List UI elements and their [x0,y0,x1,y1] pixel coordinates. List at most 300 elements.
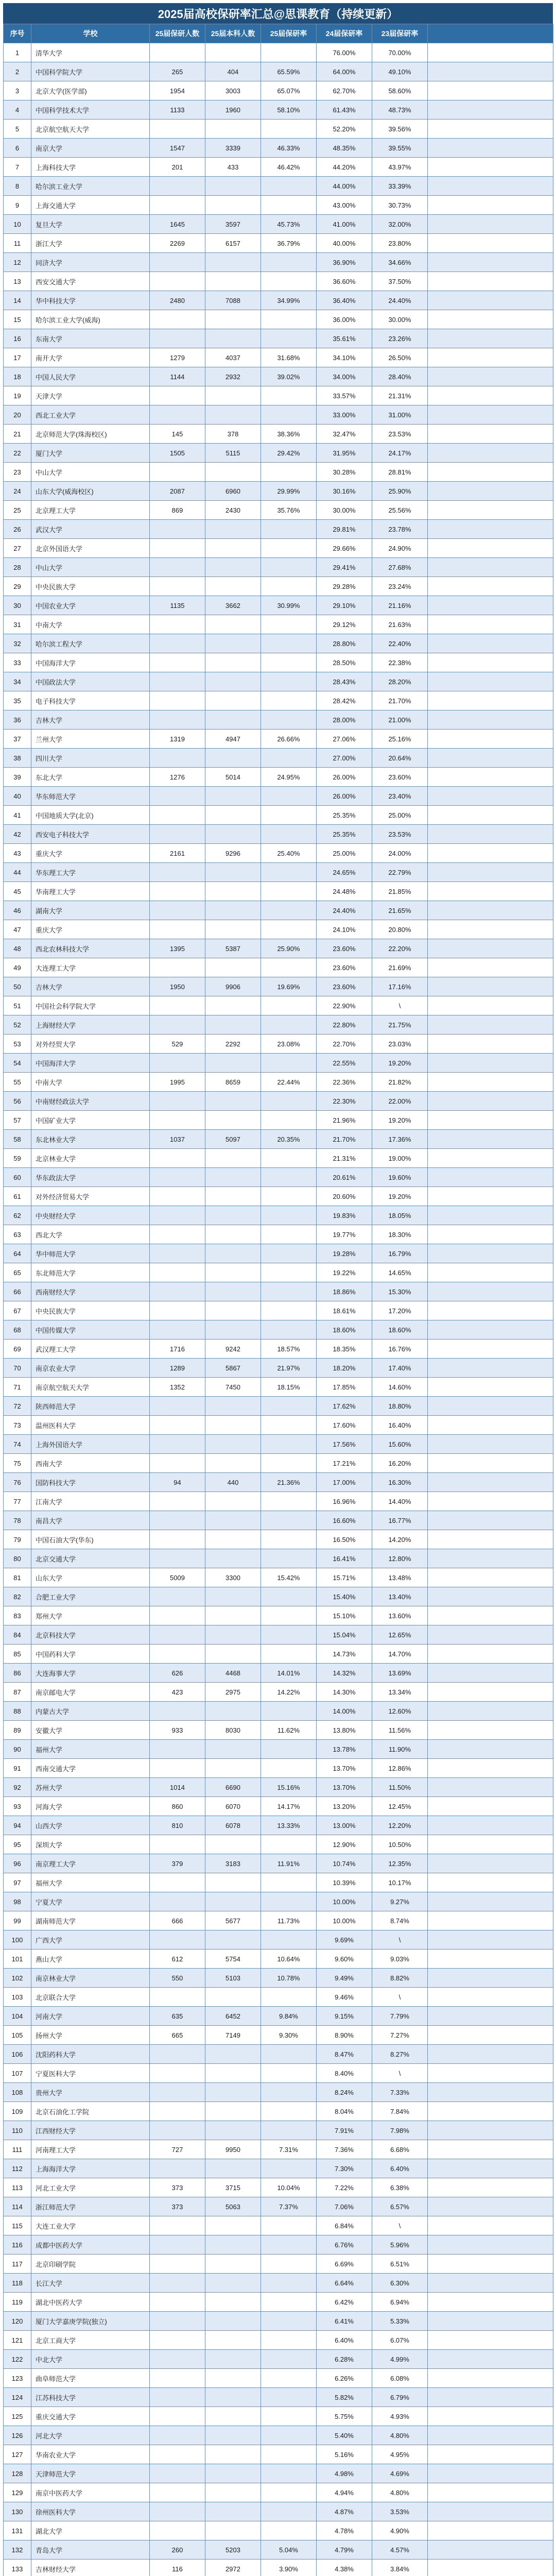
table-row [4,272,553,291]
cell-25-rate [261,1606,317,1625]
cell-rank: 47 [4,920,31,939]
cell-25-undergrad-count [205,1244,261,1263]
cell-23-rate: 18.80% [372,1397,428,1416]
cell-school: 内蒙古大学 [31,1702,150,1721]
cell-school: 大连工业大学 [31,2216,150,2235]
cell-24-rate: 13.20% [317,1797,372,1816]
cell-25-baoyan-count [150,2426,205,2445]
cell-23-rate: 7.33% [372,2083,428,2102]
cell-spare [428,2083,553,2102]
cell-24-rate: 17.60% [317,1416,372,1435]
cell-25-baoyan-count [150,1168,205,1187]
table-row [4,2521,553,2540]
cell-rank: 133 [4,2560,31,2576]
cell-spare [428,2407,553,2426]
cell-25-rate [261,2369,317,2388]
cell-25-rate [261,2312,317,2331]
table-row [4,158,553,177]
cell-25-rate [261,1892,317,1911]
cell-24-rate: 29.28% [317,577,372,596]
table-row [4,405,553,425]
cell-rank: 125 [4,2407,31,2426]
cell-spare [428,1187,553,1206]
cell-23-rate: 21.31% [372,386,428,405]
cell-25-undergrad-count [205,329,261,348]
cell-spare [428,958,553,977]
cell-25-baoyan-count: 1276 [150,768,205,787]
cell-rank: 96 [4,1854,31,1873]
cell-25-undergrad-count [205,120,261,139]
cell-25-baoyan-count [150,2121,205,2140]
cell-25-undergrad-count [205,920,261,939]
table-row [4,1168,553,1187]
cell-25-undergrad-count: 6157 [205,234,261,253]
cell-23-rate: 24.90% [372,539,428,558]
cell-25-baoyan-count [150,958,205,977]
cell-24-rate: 28.42% [317,691,372,710]
cell-24-rate: 30.00% [317,501,372,520]
cell-23-rate: 7.27% [372,2026,428,2045]
cell-25-rate [261,691,317,710]
table-row [4,1702,553,1721]
cell-23-rate: 6.30% [372,2274,428,2293]
cell-25-baoyan-count: 727 [150,2140,205,2159]
cell-spare [428,1625,553,1645]
cell-spare [428,1969,553,1988]
cell-25-rate [261,2521,317,2540]
cell-25-rate [261,272,317,291]
cell-25-baoyan-count [150,691,205,710]
cell-school: 浙江师范大学 [31,2197,150,2216]
cell-24-rate: 16.41% [317,1549,372,1568]
cell-25-baoyan-count: 869 [150,501,205,520]
cell-25-baoyan-count [150,920,205,939]
cell-25-undergrad-count: 2975 [205,1683,261,1702]
cell-25-rate: 14.22% [261,1683,317,1702]
cell-school: 福州大学 [31,1740,150,1759]
cell-school: 河海大学 [31,1797,150,1816]
table-row [4,2083,553,2102]
cell-school: 山东大学(威海校区) [31,482,150,501]
cell-24-rate: 28.00% [317,710,372,730]
cell-25-rate: 58.10% [261,100,317,120]
table-row [4,1282,553,1301]
cell-25-rate [261,1454,317,1473]
cell-25-rate: 31.68% [261,348,317,367]
cell-25-rate: 46.33% [261,139,317,158]
cell-25-baoyan-count [150,1244,205,1263]
cell-rank: 49 [4,958,31,977]
cell-25-baoyan-count [150,882,205,901]
cell-23-rate: 39.56% [372,120,428,139]
cell-25-undergrad-count: 6690 [205,1778,261,1797]
cell-25-rate [261,2216,317,2235]
cell-rank: 123 [4,2369,31,2388]
cell-25-rate [261,1930,317,1950]
table-row [4,1645,553,1664]
cell-25-undergrad-count [205,1702,261,1721]
cell-25-undergrad-count [205,1168,261,1187]
cell-spare [428,2521,553,2540]
cell-spare [428,1988,553,2007]
cell-spare [428,2140,553,2159]
cell-school: 西安电子科技大学 [31,825,150,844]
cell-rank: 30 [4,596,31,615]
cell-24-rate: 44.20% [317,158,372,177]
table-row [4,844,553,863]
cell-25-baoyan-count: 260 [150,2540,205,2560]
cell-23-rate: 14.60% [372,1378,428,1397]
cell-spare [428,1149,553,1168]
cell-25-baoyan-count [150,2369,205,2388]
cell-23-rate: 30.00% [372,310,428,329]
cell-25-undergrad-count [205,2312,261,2331]
cell-school: 河南大学 [31,2007,150,2026]
cell-25-undergrad-count [205,863,261,882]
table-row [4,1301,553,1320]
cell-25-baoyan-count [150,1282,205,1301]
cell-25-rate [261,1092,317,1111]
cell-rank: 90 [4,1740,31,1759]
cell-23-rate: 23.60% [372,768,428,787]
cell-25-undergrad-count [205,520,261,539]
cell-spare [428,2235,553,2255]
cell-25-baoyan-count: 145 [150,425,205,444]
table-row [4,1740,553,1759]
table-row [4,310,553,329]
cell-rank: 2 [4,62,31,81]
cell-spare [428,2121,553,2140]
table-row [4,1378,553,1397]
header-25-baoyan-count: 25届保研人数 [150,24,205,43]
cell-school: 厦门大学 [31,444,150,463]
cell-rank: 76 [4,1473,31,1492]
cell-25-rate [261,1187,317,1206]
cell-spare [428,806,553,825]
table-row [4,1263,553,1282]
table-row [4,1397,553,1416]
cell-25-baoyan-count: 423 [150,1683,205,1702]
table-row [4,539,553,558]
table-row [4,1759,553,1778]
cell-spare [428,1015,553,1035]
table-row [4,520,553,539]
cell-25-undergrad-count [205,2521,261,2540]
cell-spare [428,577,553,596]
cell-23-rate: 6.51% [372,2255,428,2274]
table-row [4,81,553,100]
cell-rank: 88 [4,1702,31,1721]
cell-25-undergrad-count: 3597 [205,215,261,234]
cell-spare [428,2388,553,2407]
cell-23-rate: 70.00% [372,43,428,62]
cell-rank: 124 [4,2388,31,2407]
cell-school: 河北工业大学 [31,2178,150,2197]
cell-25-rate [261,1645,317,1664]
cell-rank: 69 [4,1340,31,1359]
cell-25-undergrad-count: 433 [205,158,261,177]
cell-25-rate [261,1416,317,1435]
cell-school: 中山大学 [31,463,150,482]
cell-rank: 97 [4,1873,31,1892]
cell-rank: 19 [4,386,31,405]
cell-25-undergrad-count: 5103 [205,1969,261,1988]
cell-25-baoyan-count [150,2521,205,2540]
table-row [4,1778,553,1797]
cell-24-rate: 20.60% [317,1187,372,1206]
cell-25-baoyan-count [150,463,205,482]
table-row [4,482,553,501]
cell-25-undergrad-count [205,2502,261,2521]
cell-23-rate: 13.40% [372,1587,428,1606]
cell-spare [428,749,553,768]
cell-spare [428,863,553,882]
cell-25-baoyan-count [150,672,205,691]
table-row [4,1606,553,1625]
table-row [4,977,553,996]
cell-24-rate: 13.70% [317,1759,372,1778]
table-row [4,1911,553,1930]
cell-24-rate: 17.00% [317,1473,372,1492]
cell-25-baoyan-count [150,2293,205,2312]
cell-rank: 129 [4,2483,31,2502]
cell-rank: 74 [4,1435,31,1454]
cell-school: 徐州医科大学 [31,2502,150,2521]
cell-25-baoyan-count [150,863,205,882]
cell-25-baoyan-count: 1037 [150,1130,205,1149]
cell-school: 山东大学 [31,1568,150,1587]
cell-spare [428,539,553,558]
cell-25-baoyan-count: 1505 [150,444,205,463]
cell-25-undergrad-count: 3300 [205,1568,261,1587]
cell-23-rate: 37.50% [372,272,428,291]
cell-23-rate: 17.16% [372,977,428,996]
cell-25-undergrad-count: 5387 [205,939,261,958]
cell-25-undergrad-count [205,1587,261,1606]
cell-rank: 16 [4,329,31,348]
cell-school: 重庆交通大学 [31,2407,150,2426]
cell-school: 中央民族大学 [31,1301,150,1320]
cell-25-undergrad-count [205,2483,261,2502]
cell-23-rate: 11.90% [372,1740,428,1759]
cell-school: 湖南大学 [31,901,150,920]
cell-23-rate: 21.16% [372,596,428,615]
cell-school: 湖北中医药大学 [31,2293,150,2312]
cell-25-rate [261,787,317,806]
cell-25-rate [261,2045,317,2064]
cell-23-rate: 16.40% [372,1416,428,1435]
table-row [4,596,553,615]
cell-spare [428,1587,553,1606]
cell-24-rate: 32.47% [317,425,372,444]
table-row [4,291,553,310]
cell-25-rate: 25.40% [261,844,317,863]
cell-spare [428,2026,553,2045]
cell-25-undergrad-count [205,710,261,730]
cell-24-rate: 6.69% [317,2255,372,2274]
cell-25-rate [261,806,317,825]
header-23-rate: 23届保研率 [372,24,428,43]
cell-25-rate [261,825,317,844]
cell-spare [428,1206,553,1225]
cell-25-undergrad-count: 5754 [205,1950,261,1969]
cell-rank: 106 [4,2045,31,2064]
spreadsheet [3,3,553,2576]
cell-24-rate: 27.00% [317,749,372,768]
cell-24-rate: 22.55% [317,1054,372,1073]
cell-24-rate: 31.95% [317,444,372,463]
cell-25-rate: 39.02% [261,367,317,386]
cell-23-rate: 25.90% [372,482,428,501]
cell-25-baoyan-count [150,2312,205,2331]
cell-24-rate: 6.40% [317,2331,372,2350]
cell-25-baoyan-count [150,1397,205,1416]
cell-25-baoyan-count: 1279 [150,348,205,367]
cell-spare [428,272,553,291]
cell-25-rate: 38.36% [261,425,317,444]
cell-24-rate: 19.28% [317,1244,372,1263]
cell-23-rate: \ [372,996,428,1015]
cell-25-baoyan-count [150,272,205,291]
cell-24-rate: 10.39% [317,1873,372,1892]
cell-24-rate: 7.06% [317,2197,372,2216]
cell-school: 北京石油化工学院 [31,2102,150,2121]
cell-24-rate: 22.36% [317,1073,372,1092]
page-title: 2025届高校保研率汇总@思课教育（持续更新） [3,3,553,24]
cell-spare [428,329,553,348]
cell-rank: 127 [4,2445,31,2464]
cell-24-rate: 52.20% [317,120,372,139]
cell-25-baoyan-count: 373 [150,2178,205,2197]
cell-24-rate: 28.50% [317,653,372,672]
cell-rank: 117 [4,2255,31,2274]
cell-24-rate: 5.40% [317,2426,372,2445]
cell-24-rate: 17.21% [317,1454,372,1473]
cell-24-rate: 13.70% [317,1778,372,1797]
cell-25-rate: 5.04% [261,2540,317,2560]
cell-25-baoyan-count: 666 [150,1911,205,1930]
cell-25-rate [261,615,317,634]
cell-school: 北京理工大学 [31,501,150,520]
cell-24-rate: 17.62% [317,1397,372,1416]
header-spare [428,24,553,43]
table-row [4,463,553,482]
table-row [4,1950,553,1969]
cell-school: 湖南师范大学 [31,1911,150,1930]
cell-25-baoyan-count [150,177,205,196]
cell-25-baoyan-count [150,996,205,1015]
cell-25-undergrad-count [205,787,261,806]
table-row [4,1530,553,1549]
cell-school: 重庆大学 [31,844,150,863]
cell-25-baoyan-count: 529 [150,1035,205,1054]
table-row [4,996,553,1015]
cell-24-rate: 36.40% [317,291,372,310]
cell-24-rate: 24.65% [317,863,372,882]
cell-23-rate: 49.10% [372,62,428,81]
cell-24-rate: 4.94% [317,2483,372,2502]
cell-25-undergrad-count [205,1511,261,1530]
cell-rank: 72 [4,1397,31,1416]
cell-23-rate: 5.96% [372,2235,428,2255]
cell-25-rate [261,1625,317,1645]
cell-25-baoyan-count [150,1111,205,1130]
cell-25-undergrad-count: 1960 [205,100,261,120]
cell-23-rate: 16.76% [372,1340,428,1359]
cell-25-undergrad-count [205,1759,261,1778]
cell-spare [428,1130,553,1149]
cell-25-undergrad-count [205,1092,261,1111]
cell-rank: 119 [4,2293,31,2312]
cell-spare [428,825,553,844]
cell-25-undergrad-count [205,2293,261,2312]
cell-25-rate [261,2083,317,2102]
cell-25-rate [261,1511,317,1530]
cell-25-baoyan-count: 5009 [150,1568,205,1587]
cell-rank: 38 [4,749,31,768]
cell-24-rate: 36.00% [317,310,372,329]
cell-25-undergrad-count [205,1054,261,1073]
cell-25-undergrad-count [205,2102,261,2121]
cell-25-rate [261,177,317,196]
cell-25-undergrad-count [205,177,261,196]
cell-23-rate: 6.79% [372,2388,428,2407]
cell-25-baoyan-count: 1995 [150,1073,205,1092]
cell-school: 沈阳药科大学 [31,2045,150,2064]
cell-25-rate [261,2350,317,2369]
cell-rank: 113 [4,2178,31,2197]
cell-school: 北京林业大学 [31,1149,150,1168]
cell-rank: 61 [4,1187,31,1206]
cell-25-baoyan-count: 626 [150,1664,205,1683]
cell-25-undergrad-count [205,2045,261,2064]
cell-23-rate: 12.86% [372,1759,428,1778]
cell-23-rate: 13.60% [372,1606,428,1625]
cell-25-rate [261,1835,317,1854]
cell-25-rate [261,463,317,482]
cell-24-rate: 22.90% [317,996,372,1015]
cell-spare [428,2159,553,2178]
cell-rank: 66 [4,1282,31,1301]
table-row [4,1073,553,1092]
cell-spare [428,2426,553,2445]
cell-25-baoyan-count: 1014 [150,1778,205,1797]
cell-spare [428,1035,553,1054]
cell-25-baoyan-count [150,1587,205,1606]
cell-25-baoyan-count [150,196,205,215]
cell-25-baoyan-count [150,1015,205,1035]
cell-25-undergrad-count: 440 [205,1473,261,1492]
cell-23-rate: 15.30% [372,1282,428,1301]
cell-23-rate: 23.78% [372,520,428,539]
cell-spare [428,1759,553,1778]
cell-spare [428,1225,553,1244]
cell-school: 吉林财经大学 [31,2560,150,2576]
cell-24-rate: 4.78% [317,2521,372,2540]
cell-23-rate: 19.20% [372,1187,428,1206]
table-row [4,882,553,901]
cell-25-rate [261,1263,317,1282]
table-row [4,2121,553,2140]
cell-23-rate: 12.65% [372,1625,428,1645]
cell-25-undergrad-count: 4468 [205,1664,261,1683]
cell-school: 温州医科大学 [31,1416,150,1435]
cell-rank: 60 [4,1168,31,1187]
cell-spare [428,425,553,444]
cell-25-undergrad-count [205,310,261,329]
cell-rank: 56 [4,1092,31,1111]
cell-spare [428,2560,553,2576]
